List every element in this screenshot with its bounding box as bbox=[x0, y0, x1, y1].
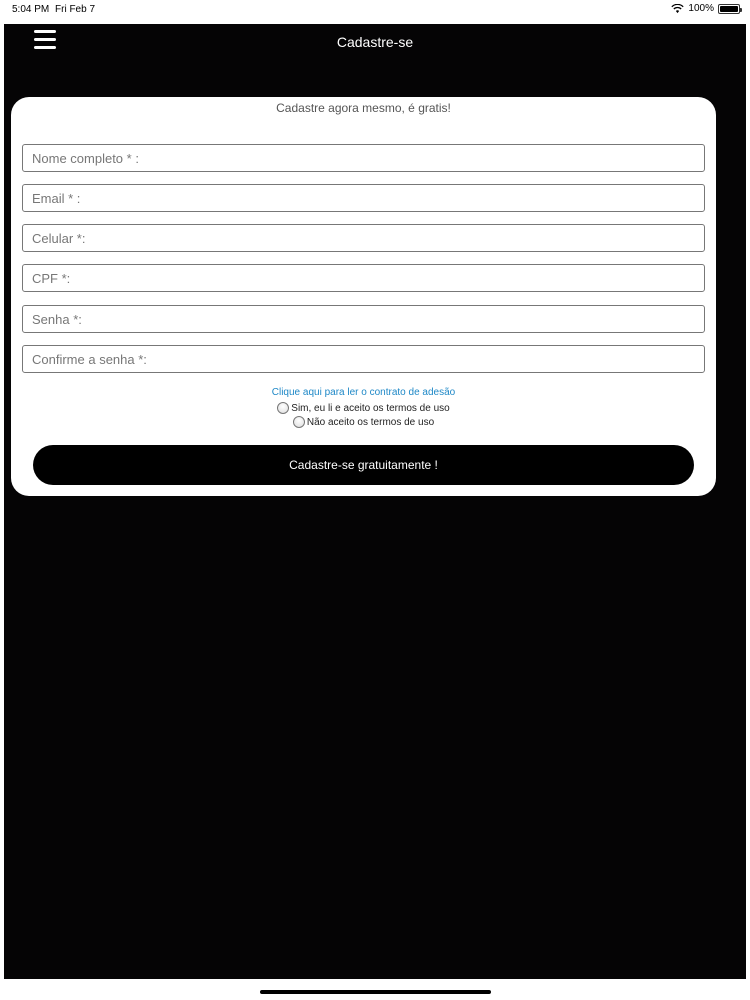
battery-icon bbox=[718, 4, 740, 14]
status-right bbox=[671, 3, 740, 14]
home-indicator bbox=[260, 990, 491, 994]
accept-terms-radio[interactable] bbox=[277, 402, 449, 414]
radio-icon[interactable] bbox=[277, 402, 289, 414]
confirm-password-input[interactable] bbox=[22, 345, 705, 373]
radio-icon[interactable] bbox=[293, 416, 305, 428]
app-frame bbox=[4, 24, 746, 979]
reject-terms-label: Não aceito os termos de uso bbox=[306, 416, 435, 428]
reject-terms-row bbox=[11, 416, 716, 431]
card-subtitle: Cadastre agora mesmo, é gratis! bbox=[276, 101, 451, 115]
cpf-input[interactable] bbox=[22, 264, 705, 292]
status-date: Fri Feb 7 bbox=[55, 4, 96, 15]
signup-button[interactable]: Cadastre-se gratuitamente ! bbox=[33, 445, 694, 485]
accept-terms-label: Sim, eu li e aceito os termos de uso bbox=[291, 402, 450, 414]
contract-link[interactable]: Clique aqui para ler o contrato de adesão bbox=[271, 387, 456, 398]
password-input[interactable] bbox=[22, 305, 705, 333]
full-name-input[interactable] bbox=[22, 144, 705, 172]
email-input[interactable] bbox=[22, 184, 705, 212]
accept-terms-row bbox=[11, 402, 716, 417]
status-bar bbox=[0, 0, 750, 20]
phone-input[interactable] bbox=[22, 224, 705, 252]
status-time: 5:04 PM bbox=[12, 4, 50, 15]
wifi-icon bbox=[671, 4, 684, 14]
signup-card bbox=[11, 97, 716, 496]
battery-percent: 100% bbox=[688, 3, 714, 14]
page-title: Cadastre-se bbox=[336, 34, 414, 50]
reject-terms-radio[interactable] bbox=[293, 416, 434, 428]
